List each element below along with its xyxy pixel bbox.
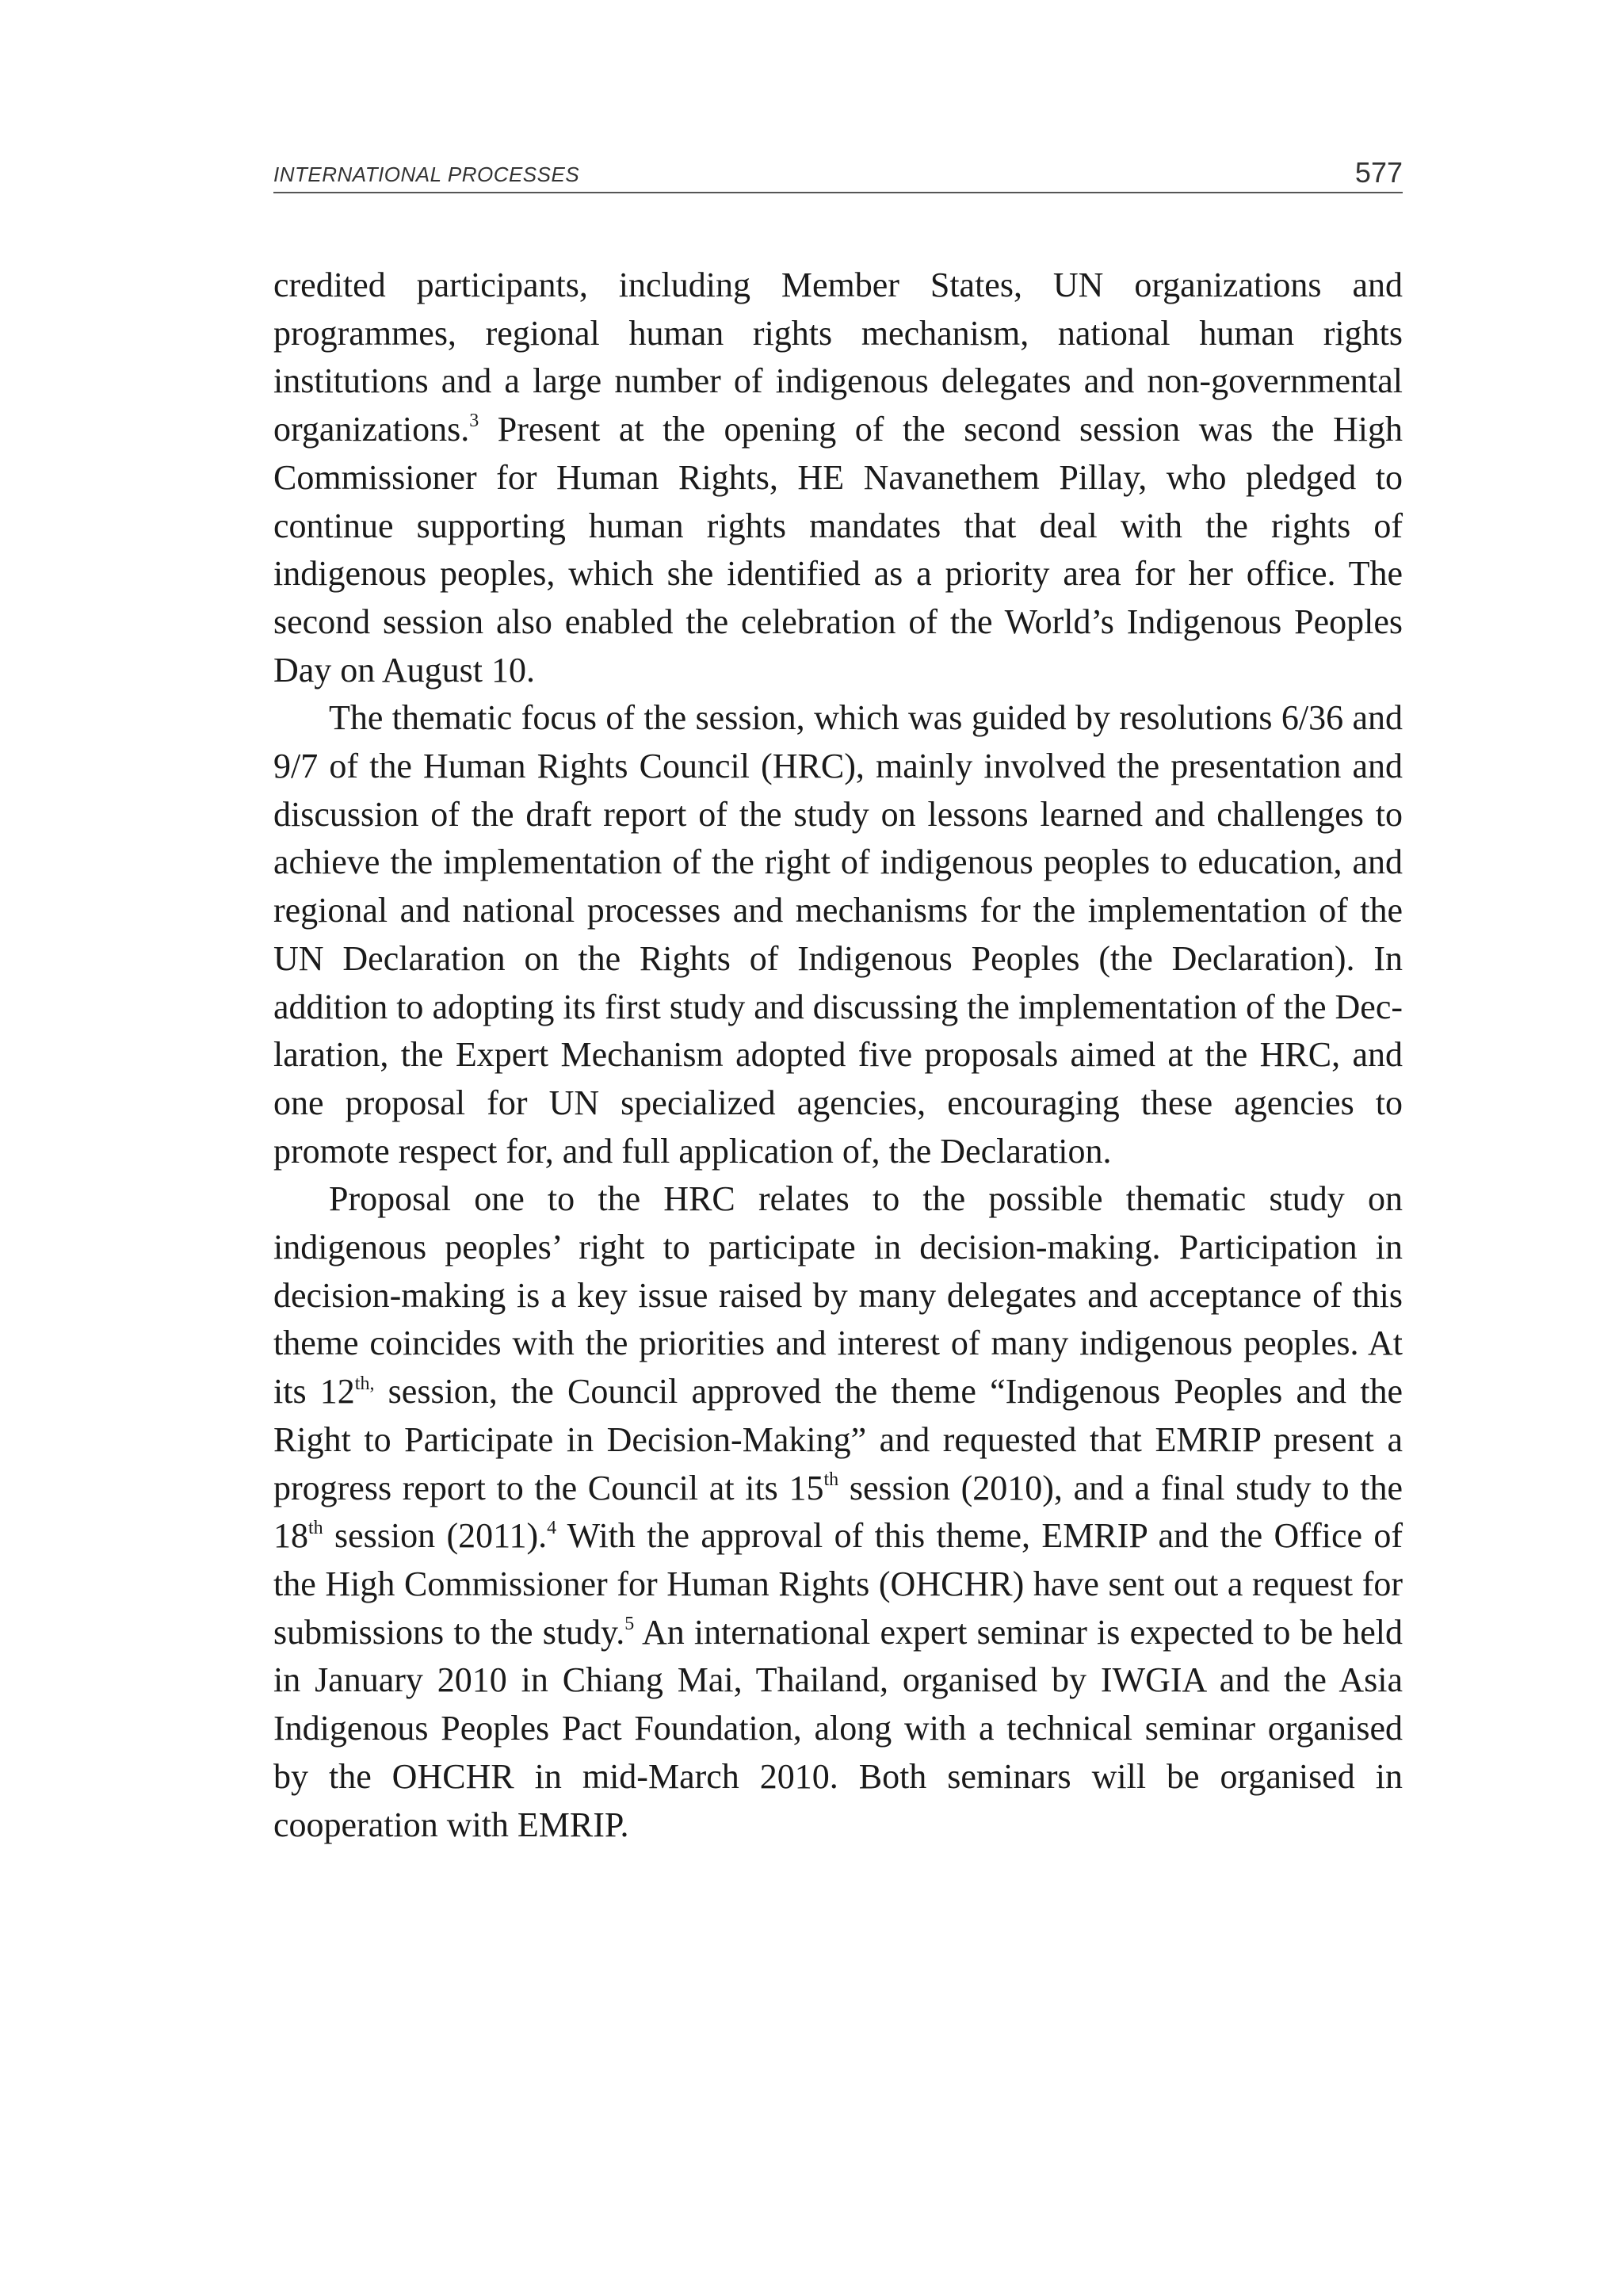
running-title: INTERNATIONAL PROCESSES [273,162,580,186]
paragraph [273,1175,1403,1849]
paragraph-text: The thematic focus of the session, which was guided by resolutions 6/36 and 9/7 of the Human Rights Council (HRC), mainly involved the presentation and discussion of the draft report of the study on lessons learned and challenges to achieve the implementation of the right of indigenous peoples to education, and regional and national processes and mechanisms for the implementation of the UN Declaration on the Rights of Indigenous Peoples (the Declaration). In addition to adopting its first study and discussing the implementation of the Declaration, the Expert Mechanism adopted five proposals aimed at the HRC, and one proposal for UN specialized agencies, encouraging these agencies to promote respect for, and full application of, the Declaration. [273,698,1403,1171]
paragraph-text: session (2010), and a final study to the 18 [273,1468,1403,1556]
paragraph-text: session, the Council approved the theme “Indigenous Peoples and the Right to Participate in Decision-Making” and requested that EMRIP present a progress report to the Council at its 15 [273,1372,1403,1507]
paragraph-text: An international expert seminar is expected to be held in January 2010 in Chiang Mai, Thailand, organised by IWGIA and the Asia Indigenous Peoples Pact Foundation, along with a technical seminar organised by the OHCHR in mid-March 2010. Both seminars will be organised in cooperation with EMRIP. [273,1612,1403,1844]
footnote-marker: 4 [547,1517,557,1538]
paragraph [273,262,1403,694]
ordinal-suffix: th, [354,1373,375,1394]
ordinal-suffix: th [308,1517,323,1538]
footnote-marker: 5 [624,1614,635,1635]
body-text [273,262,1403,1849]
paragraph-text: Present at the opening of the second session was the High Commissioner for Human Rights, HE Navanethem Pillay, who pledged to continue supporting human rights mandates that deal with the rights of indigenous peoples, which she identified as a priority area for her office. The second session also enabled the celebration of the World’s Indigenous Peoples Day on August 10. [273,410,1403,690]
ordinal-suffix: th [823,1469,839,1490]
footnote-marker: 3 [469,411,479,432]
running-header [273,155,1403,193]
paragraph-text: credited participants, including Member States, UN organizations and programmes, regional human rights mechanism, national human rights institutions and a large number of indigenous delegates and non-governmental organizations. [273,266,1403,449]
paragraph-text: session (2011). [323,1516,548,1556]
paragraph-text: With the approval of this theme, EMRIP and the Office of the High Commissioner for Human Rights (OHCHR) have sent out a request for submissions to the study. [273,1516,1403,1652]
page-number: 577 [1354,156,1403,189]
paragraph [273,694,1403,1175]
paragraph-text: Proposal one to the HRC relates to the possible thematic study on indigenous peoples’ right to participate in decision-making. Participation in decision-making is a key issue raised by many delegates and acceptance of this theme coincides with the priorities and interest of many indigenous peoples. At its 12 [273,1179,1403,1412]
